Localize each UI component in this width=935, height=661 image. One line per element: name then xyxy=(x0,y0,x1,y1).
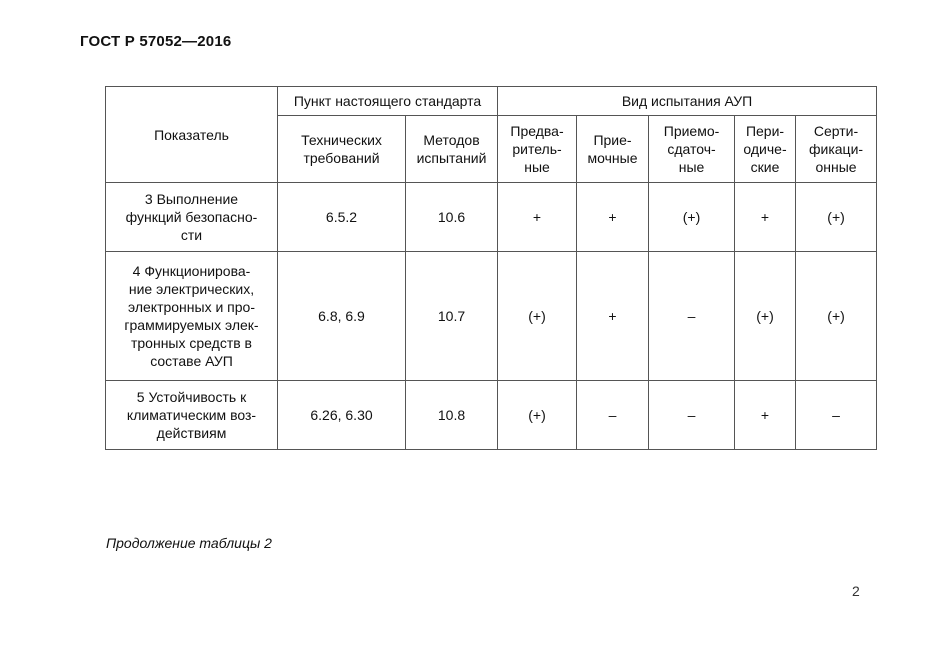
table-cell: + xyxy=(498,183,577,252)
table-cell: (+) xyxy=(735,252,796,381)
header-indicator: Показатель xyxy=(106,87,278,183)
table-cell: 6.5.2 xyxy=(278,183,406,252)
test-types-table xyxy=(105,86,877,450)
header-certification: Серти- фикаци- онные xyxy=(796,116,877,183)
table-cell: – xyxy=(796,381,877,450)
table-cell: 6.26, 6.30 xyxy=(278,381,406,450)
table-row xyxy=(106,381,877,450)
table-cell: 6.8, 6.9 xyxy=(278,252,406,381)
header-test-methods: Методов испытаний xyxy=(406,116,498,183)
indicator-cell: 4 Функционирова- ние электрических, электронных и про- граммируемых элек- тронных средств в составе АУП xyxy=(106,252,278,381)
table-cell: 10.8 xyxy=(406,381,498,450)
indicator-cell: 5 Устойчивость к климатическим воз- действиям xyxy=(106,381,278,450)
table-cell: + xyxy=(735,381,796,450)
table-cell: (+) xyxy=(498,381,577,450)
table-cell: – xyxy=(649,381,735,450)
table-cell: 10.6 xyxy=(406,183,498,252)
table-cell: 10.7 xyxy=(406,252,498,381)
table-cell: (+) xyxy=(796,183,877,252)
table-row xyxy=(106,183,877,252)
indicator-cell: 3 Выполнение функций безопасно- сти xyxy=(106,183,278,252)
table-cell: (+) xyxy=(498,252,577,381)
header-group-standard: Пункт настоящего стандарта xyxy=(278,87,498,116)
page-number: 2 xyxy=(852,583,860,599)
header-acceptance: Прие- мочные xyxy=(577,116,649,183)
table-cell: (+) xyxy=(796,252,877,381)
table-cell: – xyxy=(577,381,649,450)
table-cell: (+) xyxy=(649,183,735,252)
header-technical-requirements: Технических требований xyxy=(278,116,406,183)
table-cell: + xyxy=(577,183,649,252)
header-group-tests: Вид испытания АУП xyxy=(498,87,877,116)
header-preliminary: Предва- ритель- ные xyxy=(498,116,577,183)
header-periodic: Пери- одиче- ские xyxy=(735,116,796,183)
table-continuation-caption: Продолжение таблицы 2 xyxy=(106,535,272,551)
table-row xyxy=(106,252,877,381)
document-header: ГОСТ Р 57052—2016 xyxy=(80,33,232,50)
table-cell: – xyxy=(649,252,735,381)
table-cell: + xyxy=(735,183,796,252)
table-cell: + xyxy=(577,252,649,381)
header-acceptance-delivery: Приемо- сдаточ- ные xyxy=(649,116,735,183)
